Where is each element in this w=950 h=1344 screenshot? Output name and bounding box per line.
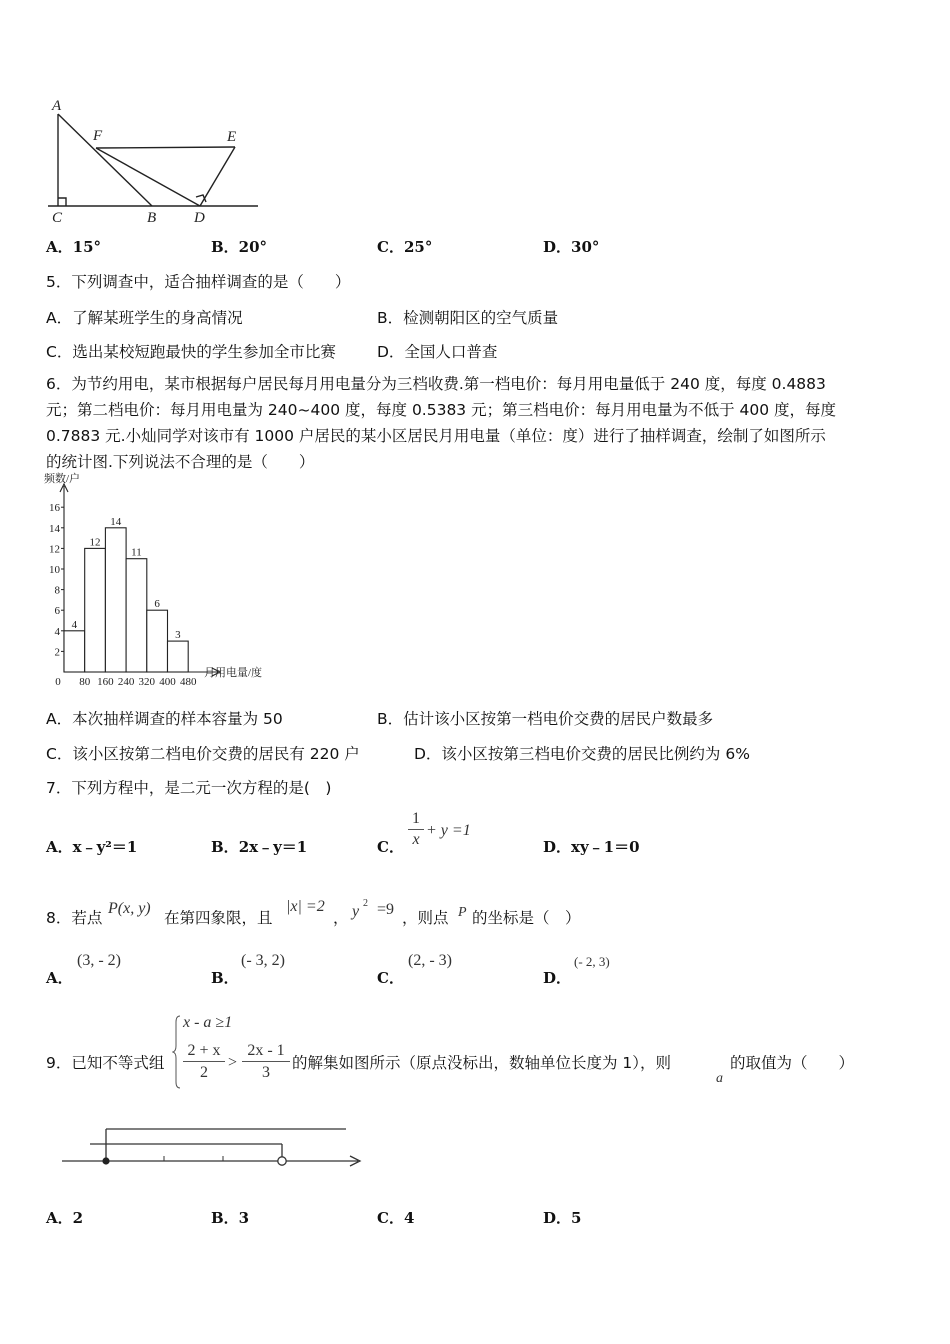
q8-point-p: P: [458, 905, 467, 920]
histogram-bar: [168, 641, 189, 672]
bar-data-label: 14: [110, 515, 122, 528]
q9-option-d: D．5: [543, 1209, 582, 1227]
x-tick-label: 160: [97, 676, 114, 686]
q7-option-d-text: xy﹣1＝0: [571, 838, 640, 856]
histogram-chart: [40, 472, 290, 686]
q9-gt: >: [228, 1054, 238, 1071]
q8-option-b-label: B．: [211, 969, 239, 987]
histogram-bar: [64, 631, 85, 672]
q6-stem-line-1: 6．为节约用电，某市根据每户居民每月用电量分为三档收费.第一档电价：每月用电量低于 240 度，每度 0.4883: [46, 375, 826, 393]
bar-data-label: 11: [131, 546, 142, 559]
x-tick-label: 320: [138, 676, 156, 686]
q9-frac1-den: 2: [200, 1064, 208, 1081]
q5-option-d: D．全国人口普查: [377, 343, 498, 361]
x-tick-label: 400: [159, 676, 176, 686]
y-tick-label: 12: [49, 543, 60, 556]
q8-option-d-label: D．: [543, 969, 572, 987]
q7-c-rest: + y =1: [426, 822, 471, 839]
q7-stem: 7．下列方程中，是二元一次方程的是( ): [46, 779, 332, 797]
x-tick-label: 480: [179, 676, 197, 686]
q4-option-b: B．20°: [211, 238, 268, 256]
x-tick-label: 240: [117, 676, 135, 686]
histogram-bar: [126, 559, 147, 672]
q5-stem: 5．下列调查中，适合抽样调查的是（ ）: [46, 273, 351, 291]
histogram-bar: [147, 610, 168, 672]
q6-stem-line-4: 的统计图.下列说法不合理的是（ ）: [46, 453, 315, 471]
histogram-bar: [105, 528, 126, 672]
q7-option-b: [211, 836, 307, 857]
q9-option-b: B．3: [211, 1209, 250, 1227]
q9-frac1-num: 2 + x: [187, 1042, 221, 1059]
q6-option-a: A．本次抽样调查的样本容量为 50: [46, 710, 283, 728]
solid-endpoint: [102, 1157, 109, 1164]
y-tick-label: 4: [54, 625, 60, 638]
q9-suffix-2: 的取值为（ ）: [730, 1054, 855, 1072]
bar-data-label: 6: [154, 598, 160, 611]
q9-option-a: A．2: [46, 1209, 84, 1227]
q7-option-b-text: 2x﹣y＝1: [238, 838, 308, 856]
q5-option-b: B．检测朝阳区的空气质量: [377, 309, 559, 327]
q7-option-d: [543, 836, 640, 857]
q7-option-d-label: D．: [543, 838, 572, 856]
q8-mid: 在第四象限，且: [164, 909, 273, 927]
q8-comma: ，: [333, 909, 349, 927]
y-tick-label: 14: [49, 522, 60, 535]
y-axis-label: 频数/户: [44, 473, 81, 485]
q6-option-b: B．估计该小区按第一档电价交费的居民户数最多: [377, 710, 714, 728]
bar-data-label: 4: [71, 618, 78, 631]
geometry-figure: [40, 92, 270, 227]
q9-suffix: 的解集如图所示（原点没标出，数轴单位长度为 1），则: [292, 1054, 672, 1072]
label-e: E: [227, 129, 237, 145]
q4-option-a: A．15°: [46, 238, 102, 256]
q9-option-c: C．4: [377, 1209, 415, 1227]
y-tick-label: 6: [54, 605, 60, 618]
q4-option-c: C．25°: [377, 238, 433, 256]
q8-option-c-label: C．: [377, 969, 404, 987]
y-tick-label: 10: [49, 564, 60, 576]
q8-option-c-value: (2, - 3): [408, 952, 452, 969]
q9-inequality-1: x - a ≥1: [183, 1014, 233, 1031]
q8-sq-exp: 2: [363, 898, 368, 909]
q8-option-b-value: (- 3, 2): [241, 952, 285, 969]
number-line: [58, 1120, 368, 1180]
q9-var-a: a: [716, 1071, 723, 1086]
bar-data-label: 3: [175, 629, 181, 642]
x-tick-label: 0: [55, 676, 61, 686]
q8-prefix: 8．若点: [46, 909, 103, 927]
q6-stem: [46, 371, 908, 475]
q7-option-a-text: x﹣y²＝1: [72, 838, 138, 856]
x-axis-label: 月用电量/度: [204, 667, 263, 679]
q9-prefix: 9．已知不等式组: [46, 1054, 165, 1072]
q4-option-d: D．30°: [543, 238, 600, 256]
open-endpoint: [278, 1157, 286, 1165]
q8-option-d-value: (- 2, 3): [574, 954, 610, 969]
q8-sq-base: y: [352, 903, 360, 920]
q6-option-d: D．该小区按第三档电价交费的居民比例约为 6%: [414, 745, 750, 763]
q8-sq-rest: =9: [377, 901, 395, 918]
label-a: A: [52, 98, 62, 114]
q6-stem-line-2: 元；第二档电价：每月用电量为 240~400 度，每度 0.5383 元；第三档电价：每月用电量为不低于 400 度，每度: [46, 401, 837, 419]
q7-option-c-fraction: [406, 810, 426, 849]
histogram-bar: [85, 548, 106, 672]
q8-suffix-a: ，则点: [402, 909, 449, 927]
q8-option-a-label: A．: [46, 969, 73, 987]
x-tick-label: 80: [79, 676, 91, 686]
q8-abs-expr: |x| =2: [286, 898, 325, 915]
q7-option-b-label: B．: [211, 838, 239, 856]
q8-point: P(x, y): [108, 900, 151, 917]
label-c: C: [52, 210, 63, 226]
q6-stem-line-3: 0.7883 元.小灿同学对该市有 1000 户居民的某小区居民月用电量（单位：度）进行了抽样调查，绘制了如图所示: [46, 427, 826, 445]
bar-data-label: 12: [89, 536, 101, 549]
q7-option-c-label: C．: [377, 838, 404, 856]
label-d: D: [194, 210, 205, 226]
q8-option-a-value: (3, - 2): [77, 952, 121, 969]
q9-frac2-num: 2x - 1: [247, 1042, 285, 1059]
q7-c-numerator: 1: [412, 810, 420, 827]
q5-option-a: A．了解某班学生的身高情况: [46, 309, 243, 327]
q7-c-denominator: x: [412, 831, 420, 848]
y-tick-label: 16: [49, 502, 60, 515]
label-b: B: [147, 210, 157, 226]
q9-fraction-1: [183, 1042, 225, 1083]
y-tick-label: 2: [54, 646, 60, 659]
q7-option-a-label: A．: [46, 838, 73, 856]
q7-option-a: [46, 836, 137, 857]
q6-option-c: C．该小区按第二档电价交费的居民有 220 户: [46, 745, 360, 763]
q8-suffix-b: 的坐标是（ ）: [472, 909, 581, 927]
label-f: F: [93, 128, 103, 144]
q9-fraction-2: [242, 1042, 290, 1083]
q9-frac2-den: 3: [262, 1064, 270, 1081]
q9-brace-icon: [172, 1014, 182, 1090]
q5-option-c: C．选出某校短跑最快的学生参加全市比赛: [46, 343, 336, 361]
y-tick-label: 8: [54, 584, 60, 597]
